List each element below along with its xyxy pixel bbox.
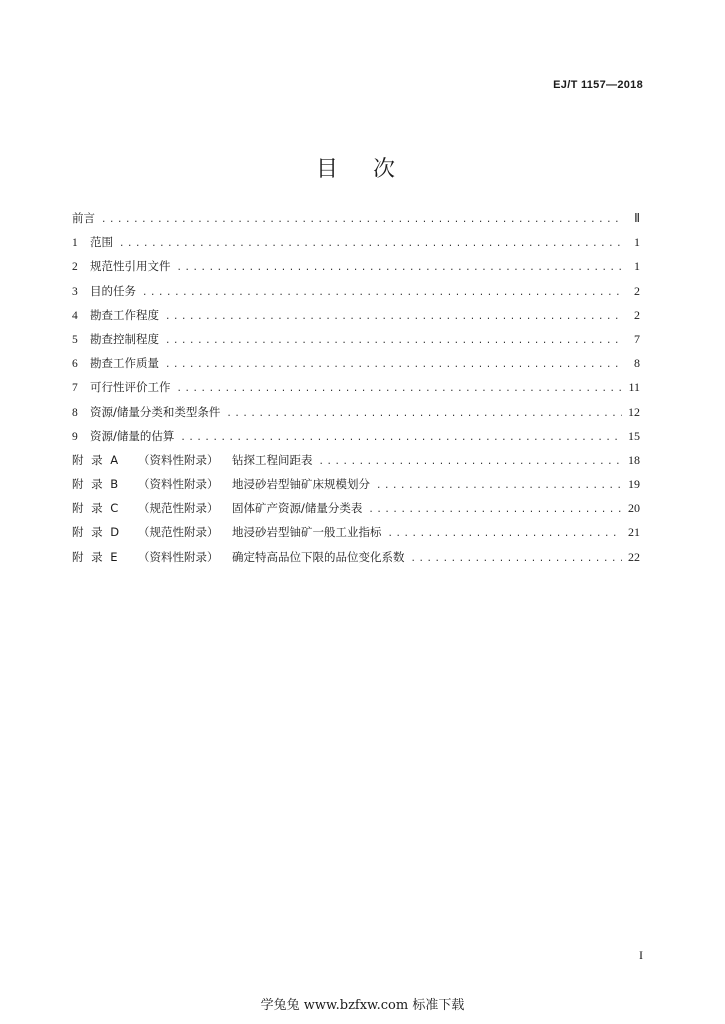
annex-type: （规范性附录）: [138, 525, 219, 540]
toc-entry[interactable]: [72, 234, 640, 258]
toc-entry-number: 3: [72, 285, 78, 298]
annex-label: 附 录 A: [72, 452, 121, 467]
toc-entry-page: 12: [628, 404, 640, 419]
annex-label: 附 录 B: [72, 477, 121, 492]
toc-entry-title: 勘查工作程度: [90, 307, 159, 322]
table-of-contents: [72, 210, 640, 573]
dot-leader: [388, 529, 623, 539]
toc-entry-page: 15: [628, 428, 640, 443]
annex-title: 确定特高品位下限的品位变化系数: [232, 549, 405, 564]
annex-page: 18: [628, 452, 640, 467]
toc-entry[interactable]: [72, 428, 640, 452]
toc-entry-title: 资源/储量的估算: [90, 428, 175, 443]
annex-title: 钻探工程间距表: [232, 452, 313, 467]
annex-page: 22: [628, 549, 640, 564]
annex-type: （资料性附录）: [138, 452, 219, 467]
toc-annex-entry[interactable]: [72, 549, 640, 573]
toc-entry[interactable]: [72, 283, 640, 307]
dot-leader: [142, 288, 624, 298]
annex-page: 20: [628, 501, 640, 516]
toc-entry-page: Ⅱ: [634, 211, 640, 225]
annex-label: 附 录 C: [72, 501, 121, 516]
standard-code: EJ/T 1157—2018: [553, 79, 643, 91]
dot-leader: [177, 384, 623, 394]
annex-title: 地浸砂岩型铀矿一般工业指标: [232, 525, 382, 540]
annex-title: 固体矿产资源/储量分类表: [232, 501, 363, 516]
dot-leader: [411, 554, 623, 564]
toc-entry[interactable]: [72, 404, 640, 428]
toc-entry-page: 11: [628, 380, 640, 395]
page-title: 目 次: [316, 157, 409, 182]
toc-entry-title: 资源/储量分类和类型条件: [90, 404, 221, 419]
toc-entry-number: 4: [72, 309, 78, 322]
toc-entry-page: 2: [634, 307, 640, 322]
annex-label: 附 录 E: [72, 549, 120, 564]
dot-leader: [119, 239, 624, 249]
toc-entry-page: 1: [634, 259, 640, 274]
toc-annex-entry[interactable]: [72, 500, 640, 524]
toc-entry[interactable]: [72, 355, 640, 379]
annex-page: 19: [628, 477, 640, 492]
dot-leader: [101, 215, 624, 225]
annex-label: 附 录 D: [72, 525, 122, 540]
toc-entry-title: 勘查控制程度: [90, 331, 159, 346]
toc-entry-number: 9: [72, 430, 78, 443]
dot-leader: [165, 360, 624, 370]
toc-entry-number: 1: [72, 237, 78, 250]
dot-leader: [226, 409, 622, 419]
toc-entry-number: 2: [72, 261, 78, 274]
toc-entry-page: 1: [634, 235, 640, 250]
toc-entry-page: 2: [634, 283, 640, 298]
watermark-text: 学兔兔 www.bzfxw.com 标准下载: [260, 998, 465, 1013]
toc-entry-title: 范围: [90, 235, 113, 250]
annex-title: 地浸砂岩型铀矿床规模划分: [232, 477, 370, 492]
toc-entry-number: 7: [72, 382, 78, 395]
toc-entry[interactable]: [72, 307, 640, 331]
toc-entry-number: 8: [72, 406, 78, 419]
dot-leader: [319, 457, 623, 467]
toc-entry-title: 勘查工作质量: [90, 356, 159, 371]
page-number: I: [639, 948, 643, 962]
toc-entry-title: 前言: [72, 211, 95, 225]
dot-leader: [368, 505, 622, 515]
annex-type: （规范性附录）: [138, 501, 219, 516]
toc-entry[interactable]: [72, 379, 640, 403]
toc-annex-entry[interactable]: [72, 452, 640, 476]
toc-entry-number: 6: [72, 358, 78, 371]
toc-entry-title: 规范性引用文件: [90, 259, 171, 274]
annex-type: （资料性附录）: [138, 477, 219, 492]
annex-type: （资料性附录）: [138, 549, 219, 564]
toc-entry-title: 可行性评价工作: [90, 380, 171, 395]
dot-leader: [180, 433, 622, 443]
toc-entry-number: 5: [72, 333, 78, 346]
dot-leader: [177, 263, 625, 273]
toc-entry[interactable]: [72, 258, 640, 282]
dot-leader: [165, 336, 624, 346]
toc-entry[interactable]: [72, 331, 640, 355]
dot-leader: [376, 481, 622, 491]
toc-entry-page: 8: [634, 356, 640, 371]
toc-annex-entry[interactable]: [72, 524, 640, 548]
annex-page: 21: [628, 525, 640, 540]
toc-entry[interactable]: [72, 210, 640, 234]
dot-leader: [165, 312, 624, 322]
toc-entry-page: 7: [634, 331, 640, 346]
toc-annex-entry[interactable]: [72, 476, 640, 500]
toc-entry-title: 目的任务: [90, 283, 136, 298]
